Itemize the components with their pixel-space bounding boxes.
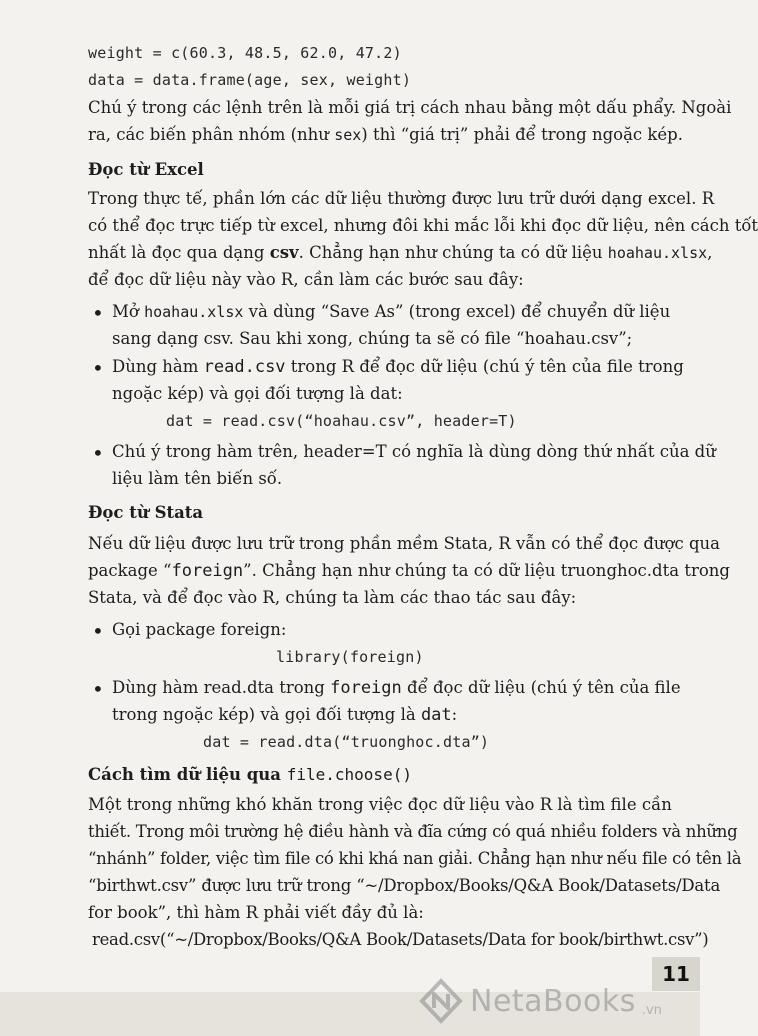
code-line-data-frame: data = data.frame(age, sex, weight) (88, 71, 412, 89)
choose-line-2: thiết. Trong môi trường hệ điều hành và đĩa cứng có quá nhiều folders và những (88, 822, 738, 841)
bullet-dot: • (92, 301, 104, 325)
stata-bullet-1: Gọi package foreign: (112, 620, 287, 639)
code-line-weight: weight = c(60.3, 48.5, 62.0, 47.2) (88, 44, 402, 62)
bullet-dot: • (92, 441, 104, 465)
watermark-logo (418, 974, 698, 1028)
excel-line-4: để đọc dữ liệu này vào R, cần làm các bước sau đây: (88, 270, 524, 289)
stata-line-2: package “foreign”. Chẳng hạn như chúng ta có dữ liệu truonghoc.dta trong (88, 561, 730, 581)
heading-excel: Đọc từ Excel (88, 160, 204, 179)
watermark-text: NetaBooks (470, 983, 636, 1019)
excel-bullet-1-line-1: Mở hoahau.xlsx và dùng “Save As” (trong excel) để chuyển dữ liệu (112, 302, 671, 321)
stata-line-1: Nếu dữ liệu được lưu trữ trong phần mềm Stata, R vẫn có thể đọc được qua (88, 534, 720, 553)
code-read-csv: dat = read.csv(“hoahau.csv”, header=T) (166, 412, 517, 430)
stata-bullet-2-line-2: trong ngoặc kép) và gọi đối tượng là dat: (112, 705, 458, 725)
choose-line-4: “birthwt.csv” được lưu trữ trong “~/Dropbox/Books/Q&A Book/Datasets/Data (88, 876, 721, 895)
stata-bullet-2-line-1: Dùng hàm read.dta trong foreign để đọc dữ liệu (chú ý tên của file (112, 678, 681, 698)
excel-bullet-3-line-2: liệu làm tên biến số. (112, 469, 283, 488)
excel-bullet-1-line-2: sang dạng csv. Sau khi xong, chúng ta sẽ có file “hoahau.csv”; (112, 329, 633, 348)
bullet-dot: • (92, 356, 104, 380)
excel-line-2: có thể đọc trực tiếp từ excel, nhưng đôi khi mắc lỗi khi đọc dữ liệu, nên cách tốt (88, 216, 758, 235)
page-number: 11 (652, 957, 700, 991)
choose-line-3: “nhánh” folder, việc tìm file có khi khá nan giải. Chẳng hạn như nếu file có tên là (88, 849, 742, 868)
excel-line-3: nhất là đọc qua dạng csv. Chẳng hạn như chúng ta có dữ liệu hoahau.xlsx, (88, 243, 713, 262)
excel-bullet-2-line-1: Dùng hàm read.csv trong R để đọc dữ liệu (chú ý tên của file trong (112, 357, 684, 377)
excel-bullet-3-line-1: Chú ý trong hàm trên, header=T có nghĩa là dùng dòng thứ nhất của dữ (112, 442, 716, 461)
code-library-foreign: library(foreign) (276, 648, 424, 666)
watermark-suffix: .vn (641, 1003, 662, 1018)
note-line-1: Chú ý trong các lệnh trên là mỗi giá trị cách nhau bằng một dấu phẩy. Ngoài (88, 98, 732, 117)
stata-line-3: Stata, và để đọc vào R, chúng ta làm các thao tác sau đây: (88, 588, 577, 607)
choose-line-5: for book”, thì hàm R phải viết đầy đủ là: (88, 903, 424, 922)
bullet-dot: • (92, 677, 104, 701)
netabooks-logo-icon (418, 978, 464, 1024)
note-line-2: ra, các biến phân nhóm (như sex) thì “giá trị” phải để trong ngoặc kép. (88, 125, 683, 144)
code-read-dta: dat = read.dta(“truonghoc.dta”) (203, 733, 490, 751)
heading-file-choose: Cách tìm dữ liệu qua file.choose() (88, 765, 412, 784)
bullet-dot: • (92, 619, 104, 643)
excel-line-1: Trong thực tế, phần lớn các dữ liệu thường được lưu trữ dưới dạng excel. R (88, 189, 715, 208)
choose-path-line: read.csv(“~/Dropbox/Books/Q&A Book/Datasets/Data for book/birthwt.csv”) (92, 930, 709, 949)
excel-bullet-2-line-2: ngoặc kép) và gọi đối tượng là dat: (112, 384, 403, 403)
choose-line-1: Một trong những khó khăn trong việc đọc dữ liệu vào R là tìm file cần (88, 795, 672, 814)
heading-stata: Đọc từ Stata (88, 503, 204, 522)
